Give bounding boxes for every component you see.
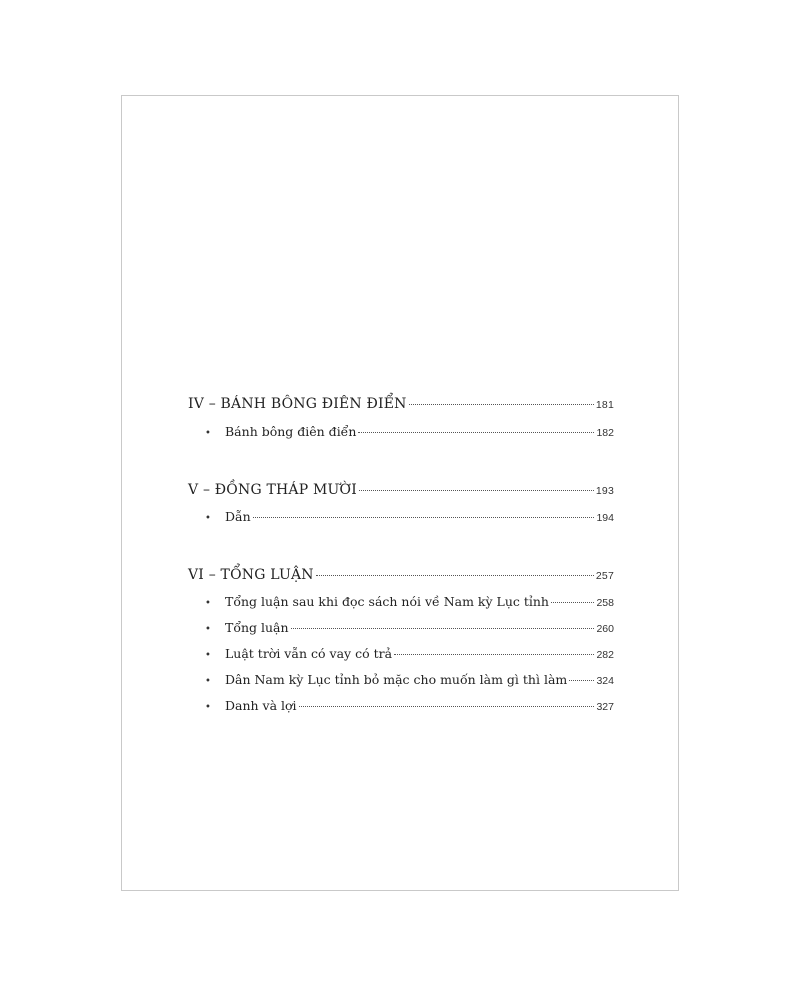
page-number: 181 xyxy=(595,399,614,411)
section-title: V – ĐỒNG THÁP MƯỜI xyxy=(188,482,357,498)
toc-item xyxy=(205,672,614,687)
book-page xyxy=(121,95,679,891)
dot-leader xyxy=(253,517,595,518)
page-number: 327 xyxy=(596,701,614,713)
bullet-icon: • xyxy=(205,702,211,713)
item-title: Tổng luận sau khi đọc sách nói về Nam kỳ Lục tỉnh xyxy=(225,594,549,609)
toc-item xyxy=(205,509,614,524)
toc-item xyxy=(205,620,614,635)
dot-leader xyxy=(551,602,595,603)
item-title: Dân Nam kỳ Lục tỉnh bỏ mặc cho muốn làm gì thì làm xyxy=(225,672,568,687)
page-number: 182 xyxy=(596,427,614,439)
page-number: 258 xyxy=(596,597,614,609)
dot-leader xyxy=(291,628,595,629)
toc-section-v xyxy=(188,482,614,498)
dot-leader xyxy=(316,575,594,576)
dot-leader xyxy=(409,404,594,405)
item-title: Luật trời vẫn có vay có trả xyxy=(225,646,393,661)
bullet-icon: • xyxy=(205,676,211,687)
page-number: 324 xyxy=(596,675,614,687)
toc-item xyxy=(205,594,614,609)
dot-leader xyxy=(358,432,594,433)
bullet-icon: • xyxy=(205,598,211,609)
page-number: 194 xyxy=(596,512,614,524)
bullet-icon: • xyxy=(205,650,211,661)
page-number: 282 xyxy=(596,649,614,661)
dot-leader xyxy=(359,490,594,491)
item-title: Dẫn xyxy=(225,509,251,524)
item-title: Danh và lợi xyxy=(225,698,297,713)
page-number: 193 xyxy=(595,485,614,497)
dot-leader xyxy=(569,680,594,681)
dot-leader xyxy=(299,706,595,707)
section-title: IV – BÁNH BÔNG ĐIÊN ĐIỂN xyxy=(188,396,407,412)
toc-item xyxy=(205,698,614,713)
page-number: 257 xyxy=(595,570,614,582)
item-title: Bánh bông điên điển xyxy=(225,424,357,439)
toc-section-vi xyxy=(188,567,614,583)
item-title: Tổng luận xyxy=(225,620,289,635)
toc-section-iv xyxy=(188,396,614,412)
bullet-icon: • xyxy=(205,624,211,635)
page-number: 260 xyxy=(596,623,614,635)
bullet-icon: • xyxy=(205,428,211,439)
bullet-icon: • xyxy=(205,513,211,524)
dot-leader xyxy=(394,654,594,655)
toc-item xyxy=(205,646,614,661)
toc-item xyxy=(205,424,614,439)
section-title: VI – TỔNG LUẬN xyxy=(188,567,314,583)
